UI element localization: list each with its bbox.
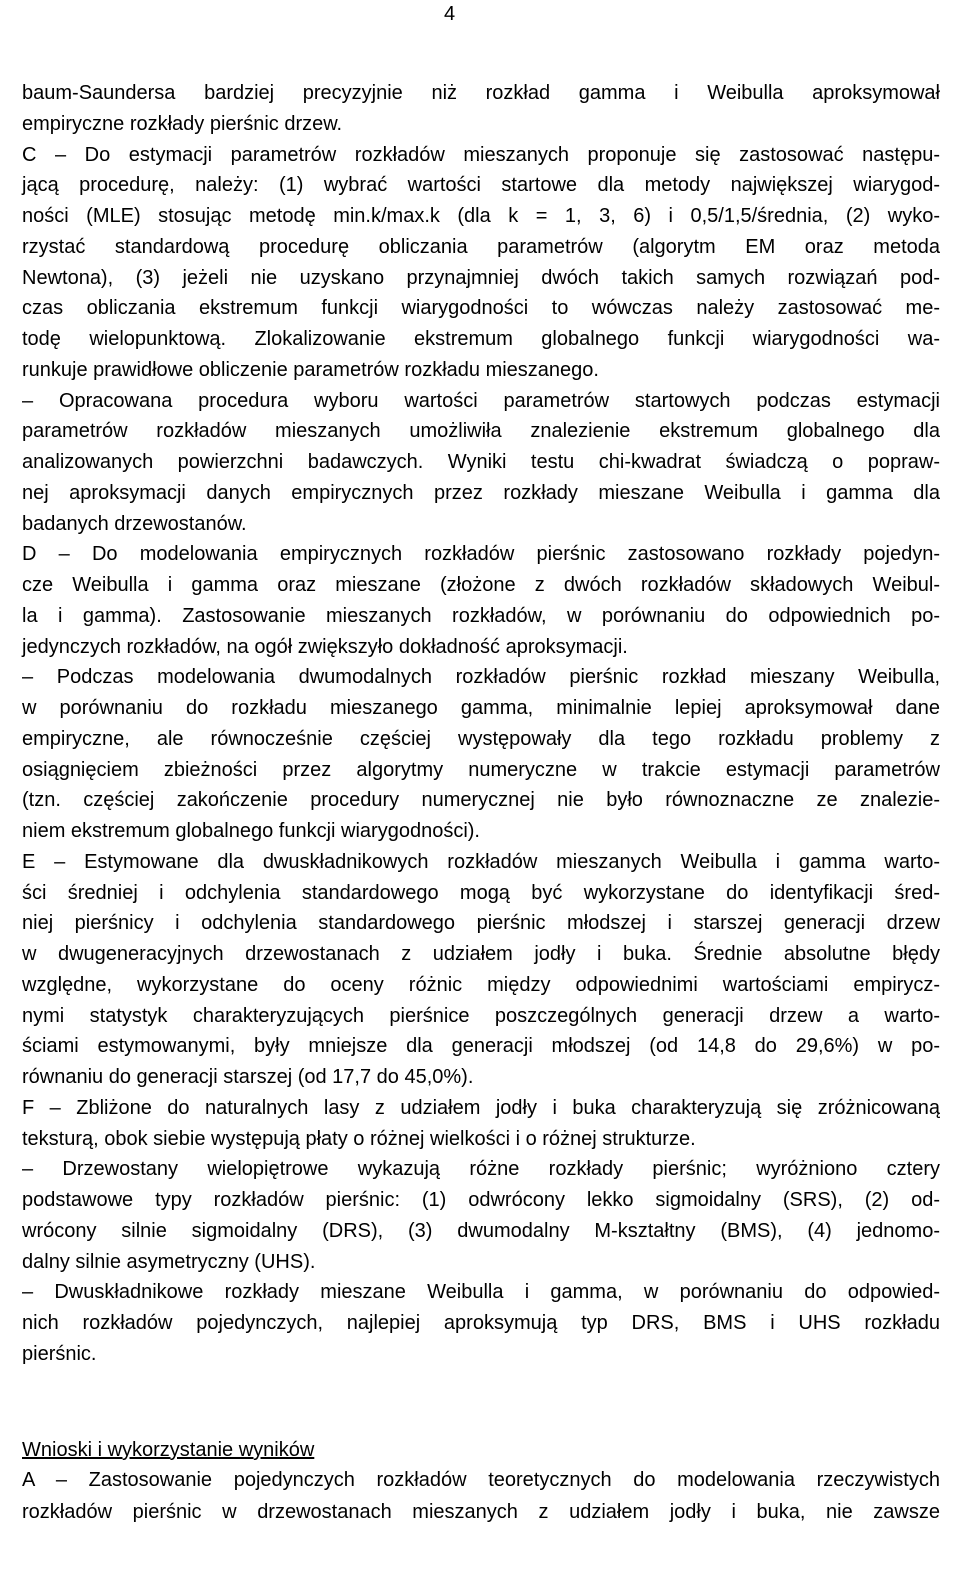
text-line: empiryczne rozkłady pierśnic drzew. (22, 112, 343, 135)
text-line: nich rozkładów pojedynczych, najlepiej aproksymują typ DRS, BMS i UHS rozkładu (22, 1312, 940, 1334)
section-text-line: rozkładów pierśnic w drzewostanach mieszanych z udziałem jodły i buka, nie zawsze (22, 1501, 940, 1523)
text-line: parametrów rozkładów mieszanych umożliwiła znalezienie ekstremum globalnego dla (22, 420, 940, 443)
page-number: 4 (444, 3, 456, 25)
text-line: Newtona), (3) jeżeli nie uzyskano przynajmniej dwóch takich samych rozwiązań pod- (22, 266, 940, 289)
text-line: pierśnic. (22, 1342, 97, 1365)
text-line: ności (MLE) stosując metodę min.k/max.k (dla k = 1, 3, 6) i 0,5/1,5/średnia, (2) wyko- (22, 205, 940, 227)
text-line: la i gamma). Zastosowanie mieszanych rozkładów, w porównaniu do odpowiednich po- (22, 604, 940, 627)
text-line: nymi statystyk charakteryzujących pierśnice poszczególnych generacji drzew a warto- (22, 1004, 940, 1027)
text-line: F – Zbliżone do naturalnych lasy z udziałem jodły i buka charakteryzują się zróżnicowaną (22, 1096, 940, 1119)
text-line: empiryczne, ale równocześnie częściej występowały dla tego rozkładu problemy z (22, 727, 940, 750)
text-line: – Opracowana procedura wyboru wartości parametrów startowych podczas estymacji (22, 389, 940, 412)
text-line: niem ekstremum globalnego funkcji wiarygodności). (22, 820, 480, 842)
text-line: w porównaniu do rozkładu mieszanego gamma, minimalnie lepiej aproksymował dane (22, 697, 940, 719)
text-line: – Drzewostany wielopiętrowe wykazują różne rozkłady pierśnic; wyróżniono cztery (22, 1158, 940, 1181)
text-line: jącą procedurę, należy: (1) wybrać wartości startowe dla metody największej wiarygod- (22, 174, 940, 197)
text-line: wrócony silnie sigmoidalny (DRS), (3) dwumodalny M-kształtny (BMS), (4) jednomo- (22, 1219, 940, 1242)
text-line: badanych drzewostanów. (22, 512, 247, 535)
text-line: nej aproksymacji danych empirycznych przez rozkłady mieszane Weibulla i gamma dla (22, 481, 940, 504)
text-line: ści średniej i odchylenia standardowego mogą być wykorzystane do identyfikacji śred- (22, 881, 940, 904)
text-line: rzystać standardową procedurę obliczania parametrów (algorytm EM oraz metoda (22, 235, 940, 258)
text-line: C – Do estymacji parametrów rozkładów mieszanych proponuje się zastosować następu- (22, 143, 940, 166)
text-line: ściami estymowanymi, były mniejsze dla generacji młodszej (od 14,8 do 29,6%) w po- (22, 1035, 940, 1058)
text-line: dalny silnie asymetryczny (UHS). (22, 1250, 316, 1273)
text-line: równaniu do generacji starszej (od 17,7 do 45,0%). (22, 1066, 474, 1088)
text-line: względne, wykorzystane do oceny różnic między odpowiednimi wartościami empirycz- (22, 973, 940, 996)
section-heading: Wnioski i wykorzystanie wyników (22, 1439, 315, 1461)
text-line: w dwugeneracyjnych drzewostanach z udziałem jodły i buka. Średnie absolutne błędy (22, 943, 940, 965)
text-line: todę wielopunktową. Zlokalizowanie ekstremum globalnego funkcji wiarygodności wa- (22, 328, 940, 350)
text-line: czas obliczania ekstremum funkcji wiarygodności to wówczas należy zastosować me- (22, 297, 940, 320)
text-line: (tzn. częściej zakończenie procedury numerycznej nie było równoznaczne ze znalezie- (22, 789, 940, 812)
text-line: cze Weibulla i gamma oraz mieszane (złożone z dwóch rozkładów składowych Weibul- (22, 574, 940, 596)
text-line: – Podczas modelowania dwumodalnych rozkładów pierśnic rozkład mieszany Weibulla, (22, 666, 940, 689)
text-line: runkuje prawidłowe obliczenie parametrów rozkładu mieszanego. (22, 358, 599, 381)
text-line: analizowanych powierzchni badawczych. Wyniki testu chi-kwadrat świadczą o popraw- (22, 451, 940, 473)
text-line: osiągnięciem zbieżności przez algorytmy numeryczne w trakcie estymacji parametrów (22, 758, 940, 781)
text-line: jedynczych rozkładów, na ogół zwiększyło dokładność aproksymacji. (22, 635, 628, 658)
text-line: – Dwuskładnikowe rozkłady mieszane Weibulla i gamma, w porównaniu do odpowied- (22, 1281, 940, 1304)
text-line: podstawowe typy rozkładów pierśnic: (1) odwrócony lekko sigmoidalny (SRS), (2) od- (22, 1189, 940, 1211)
section-text-line: A – Zastosowanie pojedynczych rozkładów teoretycznych do modelowania rzeczywistych (22, 1469, 940, 1491)
text-line: baum-Saundersa bardziej precyzyjnie niż rozkład gamma i Weibulla aproksymował (22, 82, 940, 104)
text-line: niej pierśnicy i odchylenia standardowego pierśnic młodszej i starszej generacji drzew (22, 912, 940, 935)
text-line: E – Estymowane dla dwuskładnikowych rozkładów mieszanych Weibulla i gamma warto- (22, 850, 940, 873)
text-line: D – Do modelowania empirycznych rozkładów pierśnic zastosowano rozkłady pojedyn- (22, 543, 940, 566)
text-line: teksturą, obok siebie występują płaty o różnej wielkości i o różnej strukturze. (22, 1127, 696, 1150)
